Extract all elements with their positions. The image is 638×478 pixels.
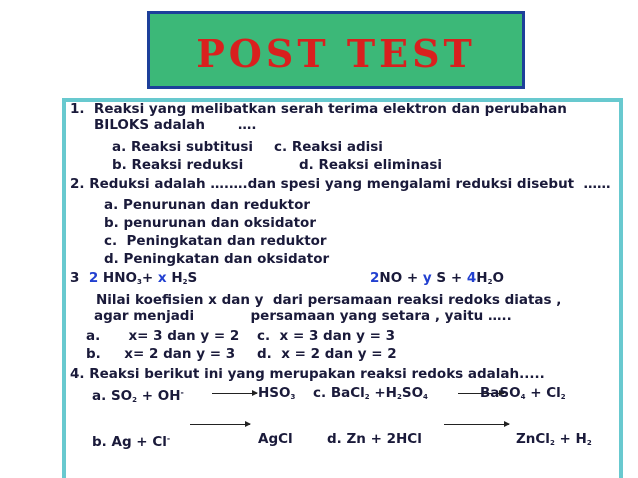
q4-option-b-product: AgCl <box>258 431 293 447</box>
hno3-formula: HNO <box>102 270 137 286</box>
superscript: - <box>180 388 184 397</box>
q3-text1: Nilai koefisien x dan y dari persamaan reaksi redoks diatas , <box>96 292 562 308</box>
q4-option-c-product <box>480 385 566 405</box>
subscript: 2 <box>396 393 402 401</box>
sulfur-symbol: S <box>187 270 198 286</box>
h2s-formula: H <box>171 270 183 286</box>
coefficient-2: 2 <box>370 270 380 286</box>
q1-line2: BILOKS adalah …. <box>94 117 257 133</box>
bacl2-formula: c. BaCl <box>313 385 365 401</box>
q2-option-d: d. Peningkatan dan oksidator <box>104 251 330 267</box>
title-banner <box>147 11 525 89</box>
reaction-arrow-icon <box>190 424 250 425</box>
no-formula: NO + <box>379 270 419 286</box>
q3-text2: agar menjadi persamaan yang setara , yaitu ….. <box>94 308 512 324</box>
hydroxide-formula: + OH <box>141 388 181 404</box>
subscript: 2 <box>487 278 493 286</box>
q3-option-d: d. x = 2 dan y = 2 <box>257 346 397 362</box>
baso4-formula: BaSO <box>480 385 521 401</box>
q4-option-a-product <box>258 385 295 405</box>
water-formula: H <box>476 270 488 286</box>
h2so4-formula: +H <box>374 385 397 401</box>
coefficient-y: y <box>422 270 432 286</box>
oxygen-symbol: O <box>492 270 504 286</box>
subscript: 2 <box>364 393 370 401</box>
subscript: 3 <box>290 393 296 401</box>
cl2-formula: + Cl <box>530 385 561 401</box>
reaction-arrow-icon <box>444 424 509 425</box>
hso3-formula: HSO <box>258 385 291 401</box>
reaction-arrow-icon <box>212 393 257 394</box>
h2so4-formula: SO <box>401 385 424 401</box>
coefficient-4: 4 <box>466 270 477 286</box>
q3-number: 3 <box>70 270 80 286</box>
q3-option-a: a. x= 3 dan y = 2 <box>86 328 240 344</box>
plus-sign: + <box>141 270 154 286</box>
subscript: 4 <box>423 393 428 401</box>
q1-line1: 1. Reaksi yang melibatkan serah terima elektron dan perubahan <box>70 101 567 117</box>
q2-option-b: b. penurunan dan oksidator <box>104 215 316 231</box>
q1-option-c: c. Reaksi adisi <box>274 139 383 155</box>
q3-option-c: c. x = 3 dan y = 3 <box>257 328 396 344</box>
q2-option-c: c. Peningkatan dan reduktor <box>104 233 327 249</box>
q4-option-c-reactants <box>313 385 428 405</box>
q3-equation-right <box>370 270 504 290</box>
subscript: 2 <box>182 278 188 286</box>
q4-option-d-product <box>516 431 592 451</box>
q4-option-b-reactants <box>92 431 170 450</box>
subscript: 3 <box>137 278 142 286</box>
subscript: 2 <box>586 439 592 447</box>
h2-formula: + H <box>559 431 587 447</box>
subscript: 2 <box>132 396 138 404</box>
so2-formula: a. SO <box>92 388 133 404</box>
q1-option-a: a. Reaksi subtitusi <box>112 139 254 155</box>
q4-line1: 4. Reaksi berikut ini yang merupakan reaksi redoks adalah..... <box>70 366 545 382</box>
q1-option-d: d. Reaksi eliminasi <box>299 157 442 173</box>
q1-option-b: b. Reaksi reduksi <box>112 157 244 173</box>
page-title: POST TEST <box>196 31 476 76</box>
superscript: - <box>166 434 171 443</box>
coefficient-x: x <box>157 270 167 286</box>
zncl2-formula: ZnCl <box>516 431 550 447</box>
sulfur-symbol: S + <box>436 270 463 286</box>
subscript: 2 <box>549 439 555 447</box>
q4-option-d-reactants: d. Zn + 2HCl <box>327 431 422 447</box>
subscript: 2 <box>560 393 566 401</box>
q2-line1: 2. Reduksi adalah ….….dan spesi yang mengalami reduksi disebut …… <box>70 176 611 192</box>
q3-equation-left <box>70 270 197 290</box>
q2-option-a: a. Penurunan dan reduktor <box>104 197 311 213</box>
ag-cl-reactants: b. Ag + Cl <box>92 434 167 450</box>
subscript: 4 <box>520 393 526 401</box>
q3-option-b: b. x= 2 dan y = 3 <box>86 346 236 362</box>
q4-option-a-reactants <box>92 385 184 408</box>
coefficient-2: 2 <box>88 270 99 286</box>
